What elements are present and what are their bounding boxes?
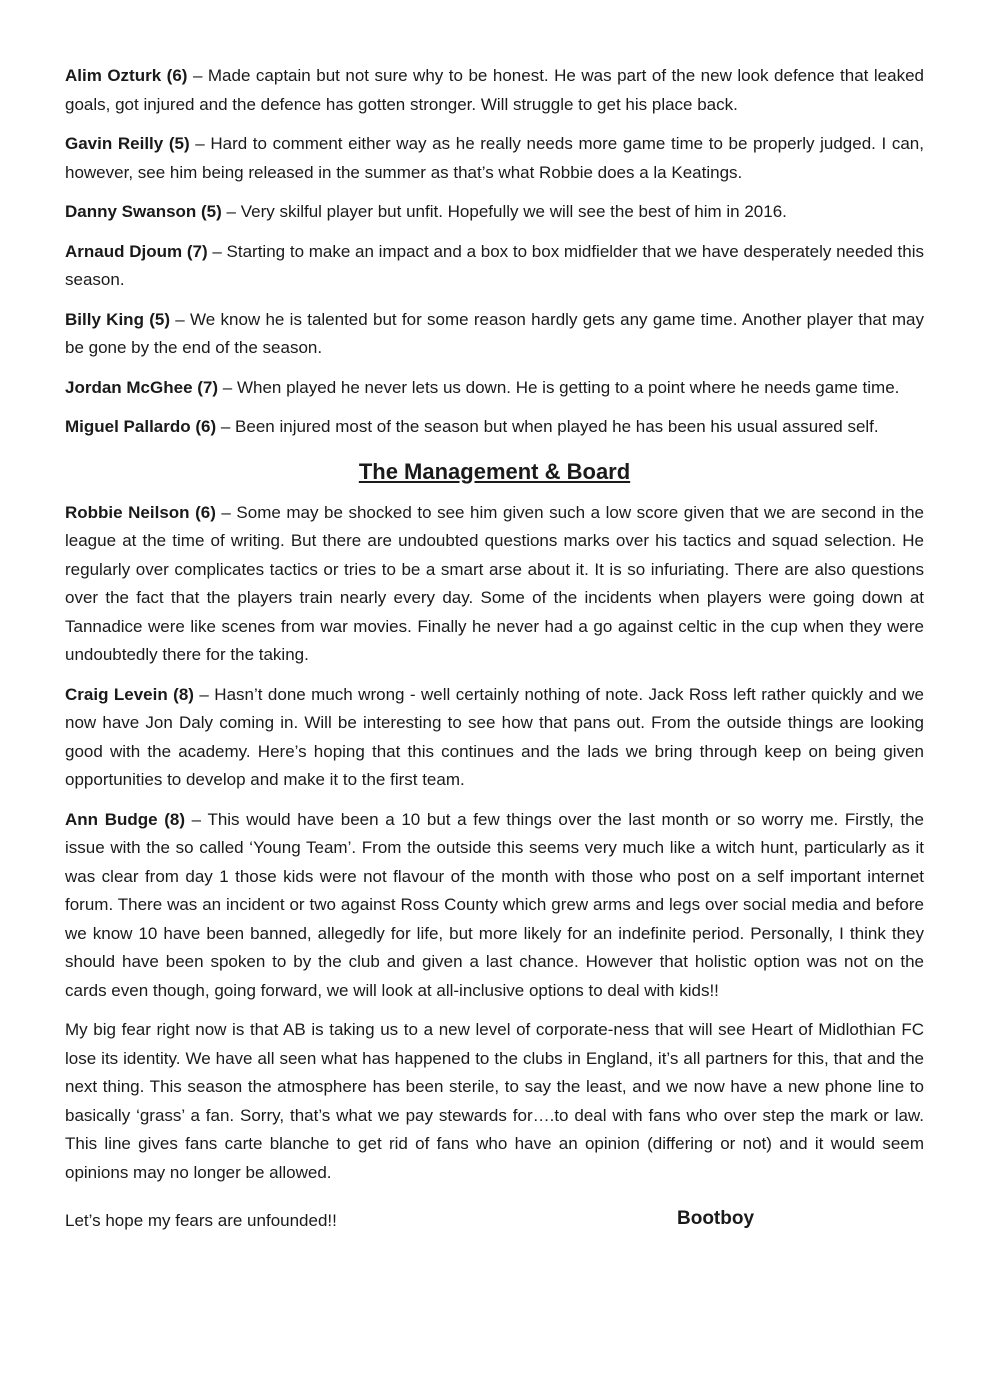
rating-paragraph xyxy=(65,499,924,670)
rating-text: – This would have been a 10 but a few things over the last month or so worry me. Firstly, the issue with the so called ‘Young Team’. From the outside this seems very much like a witch hunt, particularly as it was clear from day 1 those kids were not flavour of the month with those who post on a self important internet forum. There was an incident or two against Ross County which grew arms and legs over social media and before we know 10 have been banned, allegedly for life, but more likely for an indefinite period. Personally, I think they should have been spoken to by the club and given a last chance. However that holistic option was not on the cards even though, going forward, we will look at all-inclusive options to deal with kids!! xyxy=(65,809,924,1000)
rating-text: – Hard to comment either way as he really needs more game time to be properly judged. I can, however, see him being released in the summer as that’s what Robbie does a la Keatings. xyxy=(65,134,924,182)
player-ratings xyxy=(65,62,924,442)
rating-name: Ann Budge (8) xyxy=(65,809,185,829)
rating-paragraph xyxy=(65,306,924,363)
rating-paragraph xyxy=(65,413,924,442)
rating-paragraph xyxy=(65,130,924,187)
rating-name: Jordan McGhee (7) xyxy=(65,377,219,397)
rating-name: Billy King (5) xyxy=(65,309,171,329)
rating-paragraph xyxy=(65,374,924,403)
closing-paragraph: My big fear right now is that AB is taking us to a new level of corporate-ness that will see Heart of Midlothian FC lose its identity. We have all seen what has happened to the clubs in England, it’s all partners for this, that and the next thing. This season the atmosphere has been sterile, to say the least, and we now have a new phone line to basically ‘grass’ a fan. Sorry, that’s what we pay stewards for….to deal with fans who over step the mark or law. This line gives fans carte blanche to get rid of fans who have an opinion (differing or not) and it would seem opinions may no longer be allowed. xyxy=(65,1020,924,1182)
rating-text: – Some may be shocked to see him given such a low score given that we are second in the league at the time of writing. But there are undoubted questions marks over his tactics and squad selection. He regularly over complicates tactics or tries to be a smart arse about it. It is so infuriating. There are also questions over the fact that the players train nearly every day. Some of the incidents when players were going down at Tannadice were like scenes from war movies. Finally he never had a go against celtic in the cup when they were undoubtedly there for the taking. xyxy=(65,502,924,664)
rating-name: Miguel Pallardo (6) xyxy=(65,417,217,436)
rating-name: Danny Swanson (5) xyxy=(65,202,222,221)
rating-name: Alim Ozturk (6) xyxy=(65,66,188,85)
section-heading: The Management & Board xyxy=(358,458,631,484)
author-name: Bootboy xyxy=(677,1208,755,1229)
rating-paragraph xyxy=(65,238,924,295)
rating-paragraph xyxy=(65,198,924,227)
signoff-text: Let’s hope my fears are unfounded!! xyxy=(65,1211,337,1230)
rating-text: – Starting to make an impact and a box to box midfielder that we have desperately needed this season. xyxy=(65,241,924,289)
rating-text: – Hasn’t done much wrong - well certainly nothing of note. Jack Ross left rather quickly and we now have Jon Daly coming in. Will be interesting to see how that pans out. From the outside things are looking good with the academy. Here’s hoping that this continues and the lads we bring through keep on being given opportunities to develop and make it to the first team. xyxy=(65,684,924,789)
rating-paragraph xyxy=(65,62,924,119)
rating-name: Arnaud Djoum (7) xyxy=(65,241,208,261)
rating-name: Robbie Neilson (6) xyxy=(65,502,216,522)
rating-text: – When played he never lets us down. He is getting to a point where he needs game time. xyxy=(218,377,900,397)
closing-line xyxy=(65,1207,924,1237)
rating-name: Gavin Reilly (5) xyxy=(65,134,190,153)
rating-name: Craig Levein (8) xyxy=(65,684,194,704)
rating-paragraph xyxy=(65,681,924,795)
management-ratings xyxy=(65,499,924,1006)
rating-text: – We know he is talented but for some reason hardly gets any game time. Another player that may be gone by the end of the season. xyxy=(65,309,924,357)
rating-text: – Very skilful player but unfit. Hopefully we will see the best of him in 2016. xyxy=(221,202,787,221)
rating-paragraph xyxy=(65,806,924,1006)
rating-text: – Been injured most of the season but when played he has been his usual assured self. xyxy=(216,417,879,436)
rating-text: – Made captain but not sure why to be honest. He was part of the new look defence that leaked goals, got injured and the defence has gotten stronger. Will struggle to get his place back. xyxy=(65,66,924,114)
